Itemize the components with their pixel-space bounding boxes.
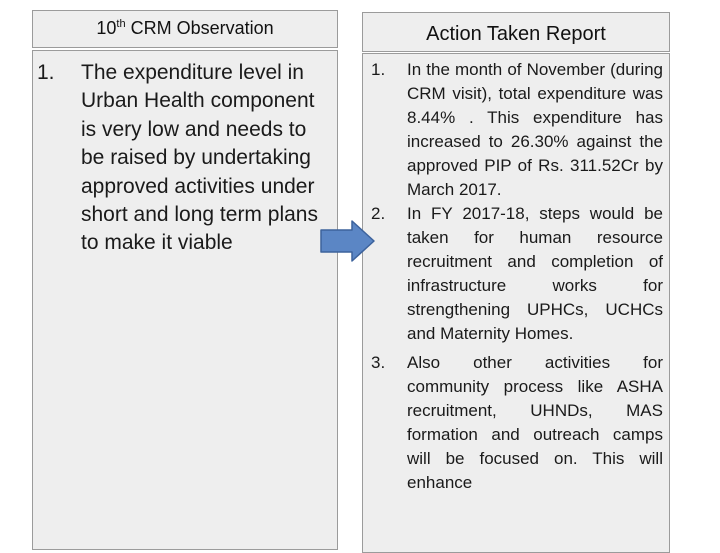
action-item bbox=[363, 351, 663, 495]
action-text: Also other activities for community process like ASHA recruitment, UHNDs, MAS formation and outreach camps will be focused on. This will enhance bbox=[407, 353, 663, 492]
title-suffix: CRM Observation bbox=[125, 18, 274, 38]
crm-observation-title bbox=[33, 18, 337, 39]
action-taken-panel bbox=[362, 53, 670, 553]
action-number: 2. bbox=[371, 204, 386, 223]
action-taken-header bbox=[362, 12, 670, 52]
observation-item bbox=[37, 59, 329, 258]
crm-observation-header bbox=[32, 10, 338, 48]
action-item bbox=[363, 58, 663, 202]
title-prefix: 10 bbox=[96, 18, 117, 38]
action-number: 1. bbox=[371, 60, 386, 79]
right-arrow-icon bbox=[320, 220, 376, 262]
observation-text: The expenditure level in Urban Health component is very low and needs to be raised by undertaking approved activities under short and long term plans to make it viable bbox=[81, 61, 318, 255]
action-list bbox=[363, 58, 663, 495]
action-number: 3. bbox=[371, 353, 386, 372]
action-text: In FY 2017-18, steps would be taken for human resource recruitment and completion of infrastructure works for strengthening UPHCs, UCHCs and Maternity Homes. bbox=[407, 204, 663, 343]
action-taken-title: Action Taken Report bbox=[426, 23, 606, 45]
crm-observation-panel bbox=[32, 50, 338, 550]
action-text: In the month of November (during CRM visit), total expenditure was 8.44% . This expenditure has increased to 26.30% against the approved PIP of Rs. 311.52Cr by March 2017. bbox=[407, 60, 663, 199]
title-superscript: th bbox=[116, 18, 126, 30]
observation-number: 1. bbox=[37, 61, 55, 84]
action-item bbox=[363, 202, 663, 346]
